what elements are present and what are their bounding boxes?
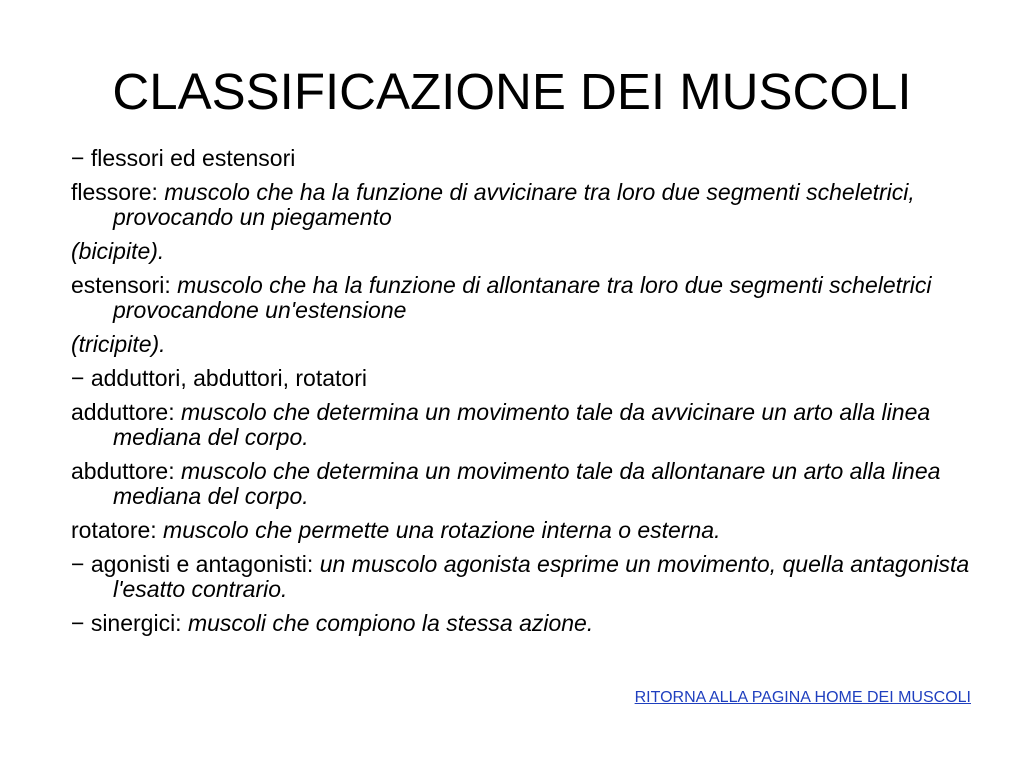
- list-item: [71, 332, 986, 357]
- item-lead: − sinergici:: [71, 610, 188, 636]
- item-definition: muscoli che compiono la stessa azione.: [187, 610, 594, 636]
- list-item: [71, 400, 986, 450]
- item-definition: muscolo che ha la funzione di allontanare tra loro due segmenti scheletrici provocandone un'estensione: [113, 272, 932, 323]
- item-lead: adduttore:: [71, 399, 181, 425]
- item-lead: estensori:: [71, 272, 178, 298]
- page-title: CLASSIFICAZIONE DEI MUSCOLI: [112, 63, 912, 120]
- item-lead: − adduttori, abduttori, rotatori: [71, 365, 367, 391]
- item-definition: muscolo che determina un movimento tale da allontanare un arto alla linea mediana del corpo.: [113, 458, 941, 509]
- item-definition: muscolo che permette una rotazione interna o esterna.: [163, 517, 721, 543]
- list-item: [71, 146, 986, 171]
- item-lead: − flessori ed estensori: [71, 145, 296, 171]
- home-link[interactable]: RITORNA ALLA PAGINA HOME DEI MUSCOLI: [634, 689, 971, 706]
- content-body: [71, 146, 986, 645]
- list-item: [71, 518, 986, 543]
- list-item: [71, 273, 986, 323]
- list-item: [71, 459, 986, 509]
- item-lead: − agonisti e antagonisti:: [71, 551, 320, 577]
- item-definition: (tricipite).: [71, 331, 166, 357]
- item-definition: (bicipite).: [71, 238, 165, 264]
- list-item: [71, 552, 986, 602]
- item-lead: flessore:: [71, 179, 165, 205]
- item-definition: un muscolo agonista esprime un movimento, quella antagonista l'esatto contrario.: [113, 551, 970, 602]
- list-item: [71, 366, 986, 391]
- item-lead: rotatore:: [71, 517, 164, 543]
- item-definition: muscolo che ha la funzione di avvicinare tra loro due segmenti scheletrici, provocando un piegamento: [113, 179, 915, 230]
- item-lead: abduttore:: [71, 458, 181, 484]
- item-definition: muscolo che determina un movimento tale da avvicinare un arto alla linea mediana del corpo.: [113, 399, 931, 450]
- list-item: [71, 611, 986, 636]
- list-item: [71, 239, 986, 264]
- list-item: [71, 180, 986, 230]
